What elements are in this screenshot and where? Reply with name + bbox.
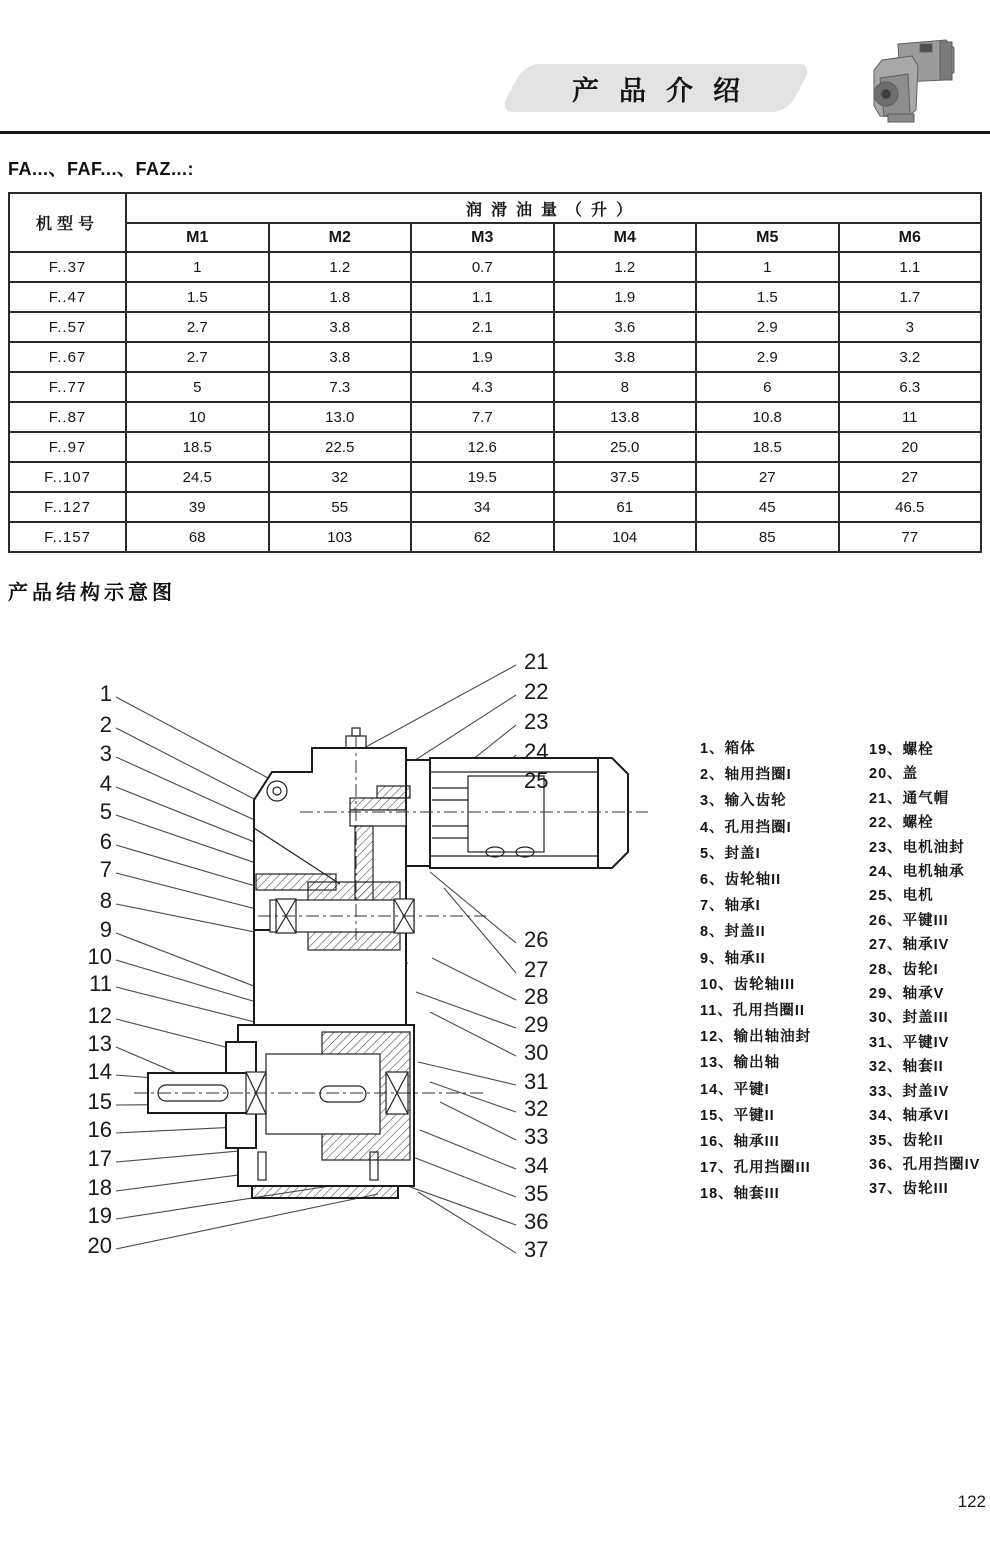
- column-header: M1: [126, 223, 269, 252]
- legend-item: 25、电机: [869, 888, 934, 905]
- value-cell: 68: [126, 522, 269, 552]
- legend-item: 19、螺栓: [869, 742, 934, 758]
- value-cell: 7.7: [411, 402, 554, 432]
- value-cell: 34: [411, 492, 554, 522]
- value-cell: 104: [554, 522, 697, 552]
- legend-item: 36、孔用挡圈IV: [869, 1156, 981, 1173]
- column-header: M4: [554, 223, 697, 252]
- model-cell: F..77: [9, 372, 126, 402]
- value-cell: 11: [839, 402, 982, 432]
- model-cell: F..47: [9, 282, 126, 312]
- value-cell: 61: [554, 492, 697, 522]
- callout-number: 14: [87, 1059, 112, 1084]
- callout-number: 19: [87, 1203, 112, 1228]
- callout-number: 12: [87, 1003, 112, 1028]
- callout-number: 1: [99, 681, 112, 706]
- legend-item: 28、齿轮I: [869, 961, 939, 978]
- value-cell: 45: [696, 492, 839, 522]
- model-cell: F..87: [9, 402, 126, 432]
- model-cell: F..127: [9, 492, 126, 522]
- legend-item: 34、轴承VI: [869, 1108, 950, 1125]
- callout-number: 28: [524, 984, 549, 1009]
- legend-column-right: [869, 738, 980, 1202]
- value-cell: 1.7: [839, 282, 982, 312]
- legend-item: 31、平键IV: [869, 1034, 950, 1051]
- legend-item: 21、通气帽: [869, 790, 950, 807]
- legend-item: 9、轴承II: [700, 950, 766, 967]
- value-cell: 39: [126, 492, 269, 522]
- value-cell: 1.5: [126, 282, 269, 312]
- callout-number: 33: [524, 1124, 549, 1149]
- value-cell: 77: [839, 522, 982, 552]
- value-cell: 2.7: [126, 312, 269, 342]
- table-row: [9, 462, 981, 492]
- value-cell: 27: [839, 462, 982, 492]
- legend-column-left: [700, 736, 811, 1208]
- legend-item: 7、轴承I: [700, 898, 761, 915]
- callout-number: 24: [524, 739, 549, 764]
- value-cell: 3: [839, 312, 982, 342]
- callout-number: 10: [87, 944, 112, 969]
- callout-number: 31: [524, 1069, 549, 1094]
- callout-number: 29: [524, 1012, 549, 1037]
- legend-item: 12、输出轴油封: [700, 1029, 812, 1046]
- callout-number: 2: [99, 712, 112, 737]
- callout-number: 15: [87, 1089, 112, 1114]
- header-rule: [0, 131, 990, 134]
- series-label: FA...、FAF...、FAZ...:: [8, 159, 195, 179]
- value-cell: 0.7: [411, 252, 554, 282]
- value-cell: 5: [126, 372, 269, 402]
- model-cell: F..97: [9, 432, 126, 462]
- bottom-cover: [252, 1186, 398, 1198]
- value-cell: 22.5: [269, 432, 412, 462]
- value-cell: 1.9: [411, 342, 554, 372]
- value-cell: 4.3: [411, 372, 554, 402]
- value-cell: 1: [126, 252, 269, 282]
- value-cell: 46.5: [839, 492, 982, 522]
- callout-number: 13: [87, 1031, 112, 1056]
- legend-item: 29、轴承V: [869, 986, 945, 1003]
- legend-item: 30、封盖III: [869, 1010, 949, 1027]
- value-cell: 1.1: [411, 282, 554, 312]
- legend-item: 16、轴承III: [700, 1134, 780, 1151]
- legend-item: 11、孔用挡圈II: [700, 1003, 805, 1020]
- value-cell: 10.8: [696, 402, 839, 432]
- legend-item: 22、螺栓: [869, 815, 934, 832]
- callout-number: 5: [99, 799, 112, 824]
- table-row: [9, 342, 981, 372]
- value-cell: 12.6: [411, 432, 554, 462]
- page-number: 122: [957, 1492, 986, 1511]
- value-cell: 3.8: [554, 342, 697, 372]
- value-cell: 2.9: [696, 312, 839, 342]
- legend-item: 13、输出轴: [700, 1055, 781, 1072]
- model-cell: F..107: [9, 462, 126, 492]
- value-cell: 18.5: [126, 432, 269, 462]
- value-cell: 6.3: [839, 372, 982, 402]
- value-cell: 2.7: [126, 342, 269, 372]
- legend-item: 35、齿轮II: [869, 1132, 944, 1149]
- motor-flange: [406, 760, 430, 866]
- model-cell: F..57: [9, 312, 126, 342]
- callout-number: 34: [524, 1153, 549, 1178]
- table-header-oil: 润滑油量（升）: [126, 193, 981, 223]
- table-row: [9, 402, 981, 432]
- value-cell: 85: [696, 522, 839, 552]
- callout-number: 9: [99, 917, 112, 942]
- value-cell: 37.5: [554, 462, 697, 492]
- column-header: M5: [696, 223, 839, 252]
- value-cell: 13.0: [269, 402, 412, 432]
- value-cell: 3.8: [269, 312, 412, 342]
- value-cell: 7.3: [269, 372, 412, 402]
- table-row: [9, 282, 981, 312]
- table-row: [9, 312, 981, 342]
- column-header: M2: [269, 223, 412, 252]
- callout-number: 35: [524, 1181, 549, 1206]
- section-banner-title: 产品介绍: [572, 75, 760, 106]
- oil-table: [8, 192, 982, 553]
- value-cell: 24.5: [126, 462, 269, 492]
- keyway-inner: [320, 1086, 366, 1102]
- model-cell: F..67: [9, 342, 126, 372]
- legend-item: 5、封盖I: [700, 845, 761, 862]
- value-cell: 1.2: [554, 252, 697, 282]
- value-cell: 20: [839, 432, 982, 462]
- legend-item: 17、孔用挡圈III: [700, 1160, 811, 1177]
- legend-item: 37、齿轮III: [869, 1181, 949, 1198]
- value-cell: 25.0: [554, 432, 697, 462]
- callout-number: 18: [87, 1175, 112, 1200]
- model-cell: F..157: [9, 522, 126, 552]
- legend-item: 18、轴套III: [700, 1186, 780, 1203]
- structure-title: 产品结构示意图: [8, 582, 176, 604]
- column-header: M6: [839, 223, 982, 252]
- legend-item: 27、轴承IV: [869, 937, 950, 954]
- value-cell: 1.1: [839, 252, 982, 282]
- legend-item: 26、平键III: [869, 912, 949, 929]
- callout-number: 37: [524, 1237, 549, 1262]
- callout-number: 25: [524, 768, 549, 793]
- table-row: [9, 432, 981, 462]
- motor-end-cap: [598, 758, 628, 868]
- legend-item: 6、齿轮轴II: [700, 872, 782, 889]
- value-cell: 1: [696, 252, 839, 282]
- callout-number: 22: [524, 679, 549, 704]
- legend-item: 8、封盖II: [700, 924, 766, 941]
- callout-number: 6: [99, 829, 112, 854]
- callout-number: 32: [524, 1096, 549, 1121]
- value-cell: 62: [411, 522, 554, 552]
- value-cell: 2.9: [696, 342, 839, 372]
- value-cell: 8: [554, 372, 697, 402]
- callout-number: 26: [524, 927, 549, 952]
- value-cell: 18.5: [696, 432, 839, 462]
- table-row: [9, 522, 981, 552]
- callout-number: 11: [89, 971, 112, 996]
- table-row: [9, 492, 981, 522]
- callout-number: 27: [524, 957, 549, 982]
- legend-item: 15、平键II: [700, 1107, 775, 1124]
- callout-number: 21: [524, 649, 549, 674]
- value-cell: 3.8: [269, 342, 412, 372]
- value-cell: 103: [269, 522, 412, 552]
- callout-number: 23: [524, 709, 549, 734]
- legend-item: 4、孔用挡圈I: [700, 819, 792, 836]
- value-cell: 19.5: [411, 462, 554, 492]
- legend-item: 20、盖: [869, 766, 919, 783]
- value-cell: 1.2: [269, 252, 412, 282]
- table-header-model: 机型号: [9, 193, 126, 252]
- value-cell: 32: [269, 462, 412, 492]
- flange-bolt: [377, 786, 410, 798]
- table-row: [9, 372, 981, 402]
- table-row: [9, 252, 981, 282]
- value-cell: 1.9: [554, 282, 697, 312]
- legend-item: 10、齿轮轴III: [700, 976, 796, 993]
- value-cell: 2.1: [411, 312, 554, 342]
- model-cell: F..37: [9, 252, 126, 282]
- value-cell: 10: [126, 402, 269, 432]
- callout-number: 20: [87, 1233, 112, 1258]
- callout-number: 30: [524, 1040, 549, 1065]
- value-cell: 27: [696, 462, 839, 492]
- gearmotor-photo: [860, 32, 960, 132]
- callout-number: 4: [99, 771, 112, 796]
- callout-number: 36: [524, 1209, 549, 1234]
- value-cell: 13.8: [554, 402, 697, 432]
- callout-number: 16: [87, 1117, 112, 1142]
- value-cell: 1.8: [269, 282, 412, 312]
- legend-item: 23、电机油封: [869, 839, 965, 856]
- value-cell: 1.5: [696, 282, 839, 312]
- legend-item: 14、平键I: [700, 1081, 770, 1098]
- callout-number: 3: [99, 741, 112, 766]
- legend-item: 1、箱体: [700, 741, 756, 757]
- legend-item: 33、封盖IV: [869, 1083, 950, 1100]
- legend-item: 32、轴套II: [869, 1059, 944, 1076]
- callout-number: 17: [87, 1146, 112, 1171]
- legend-item: 2、轴用挡圈I: [700, 767, 792, 784]
- value-cell: 55: [269, 492, 412, 522]
- legend-item: 24、电机轴承: [869, 864, 965, 881]
- value-cell: 3.6: [554, 312, 697, 342]
- callout-number: 7: [99, 857, 112, 882]
- column-header: M3: [411, 223, 554, 252]
- value-cell: 3.2: [839, 342, 982, 372]
- callout-number: 8: [99, 888, 112, 913]
- legend-item: 3、输入齿轮: [700, 793, 787, 810]
- value-cell: 6: [696, 372, 839, 402]
